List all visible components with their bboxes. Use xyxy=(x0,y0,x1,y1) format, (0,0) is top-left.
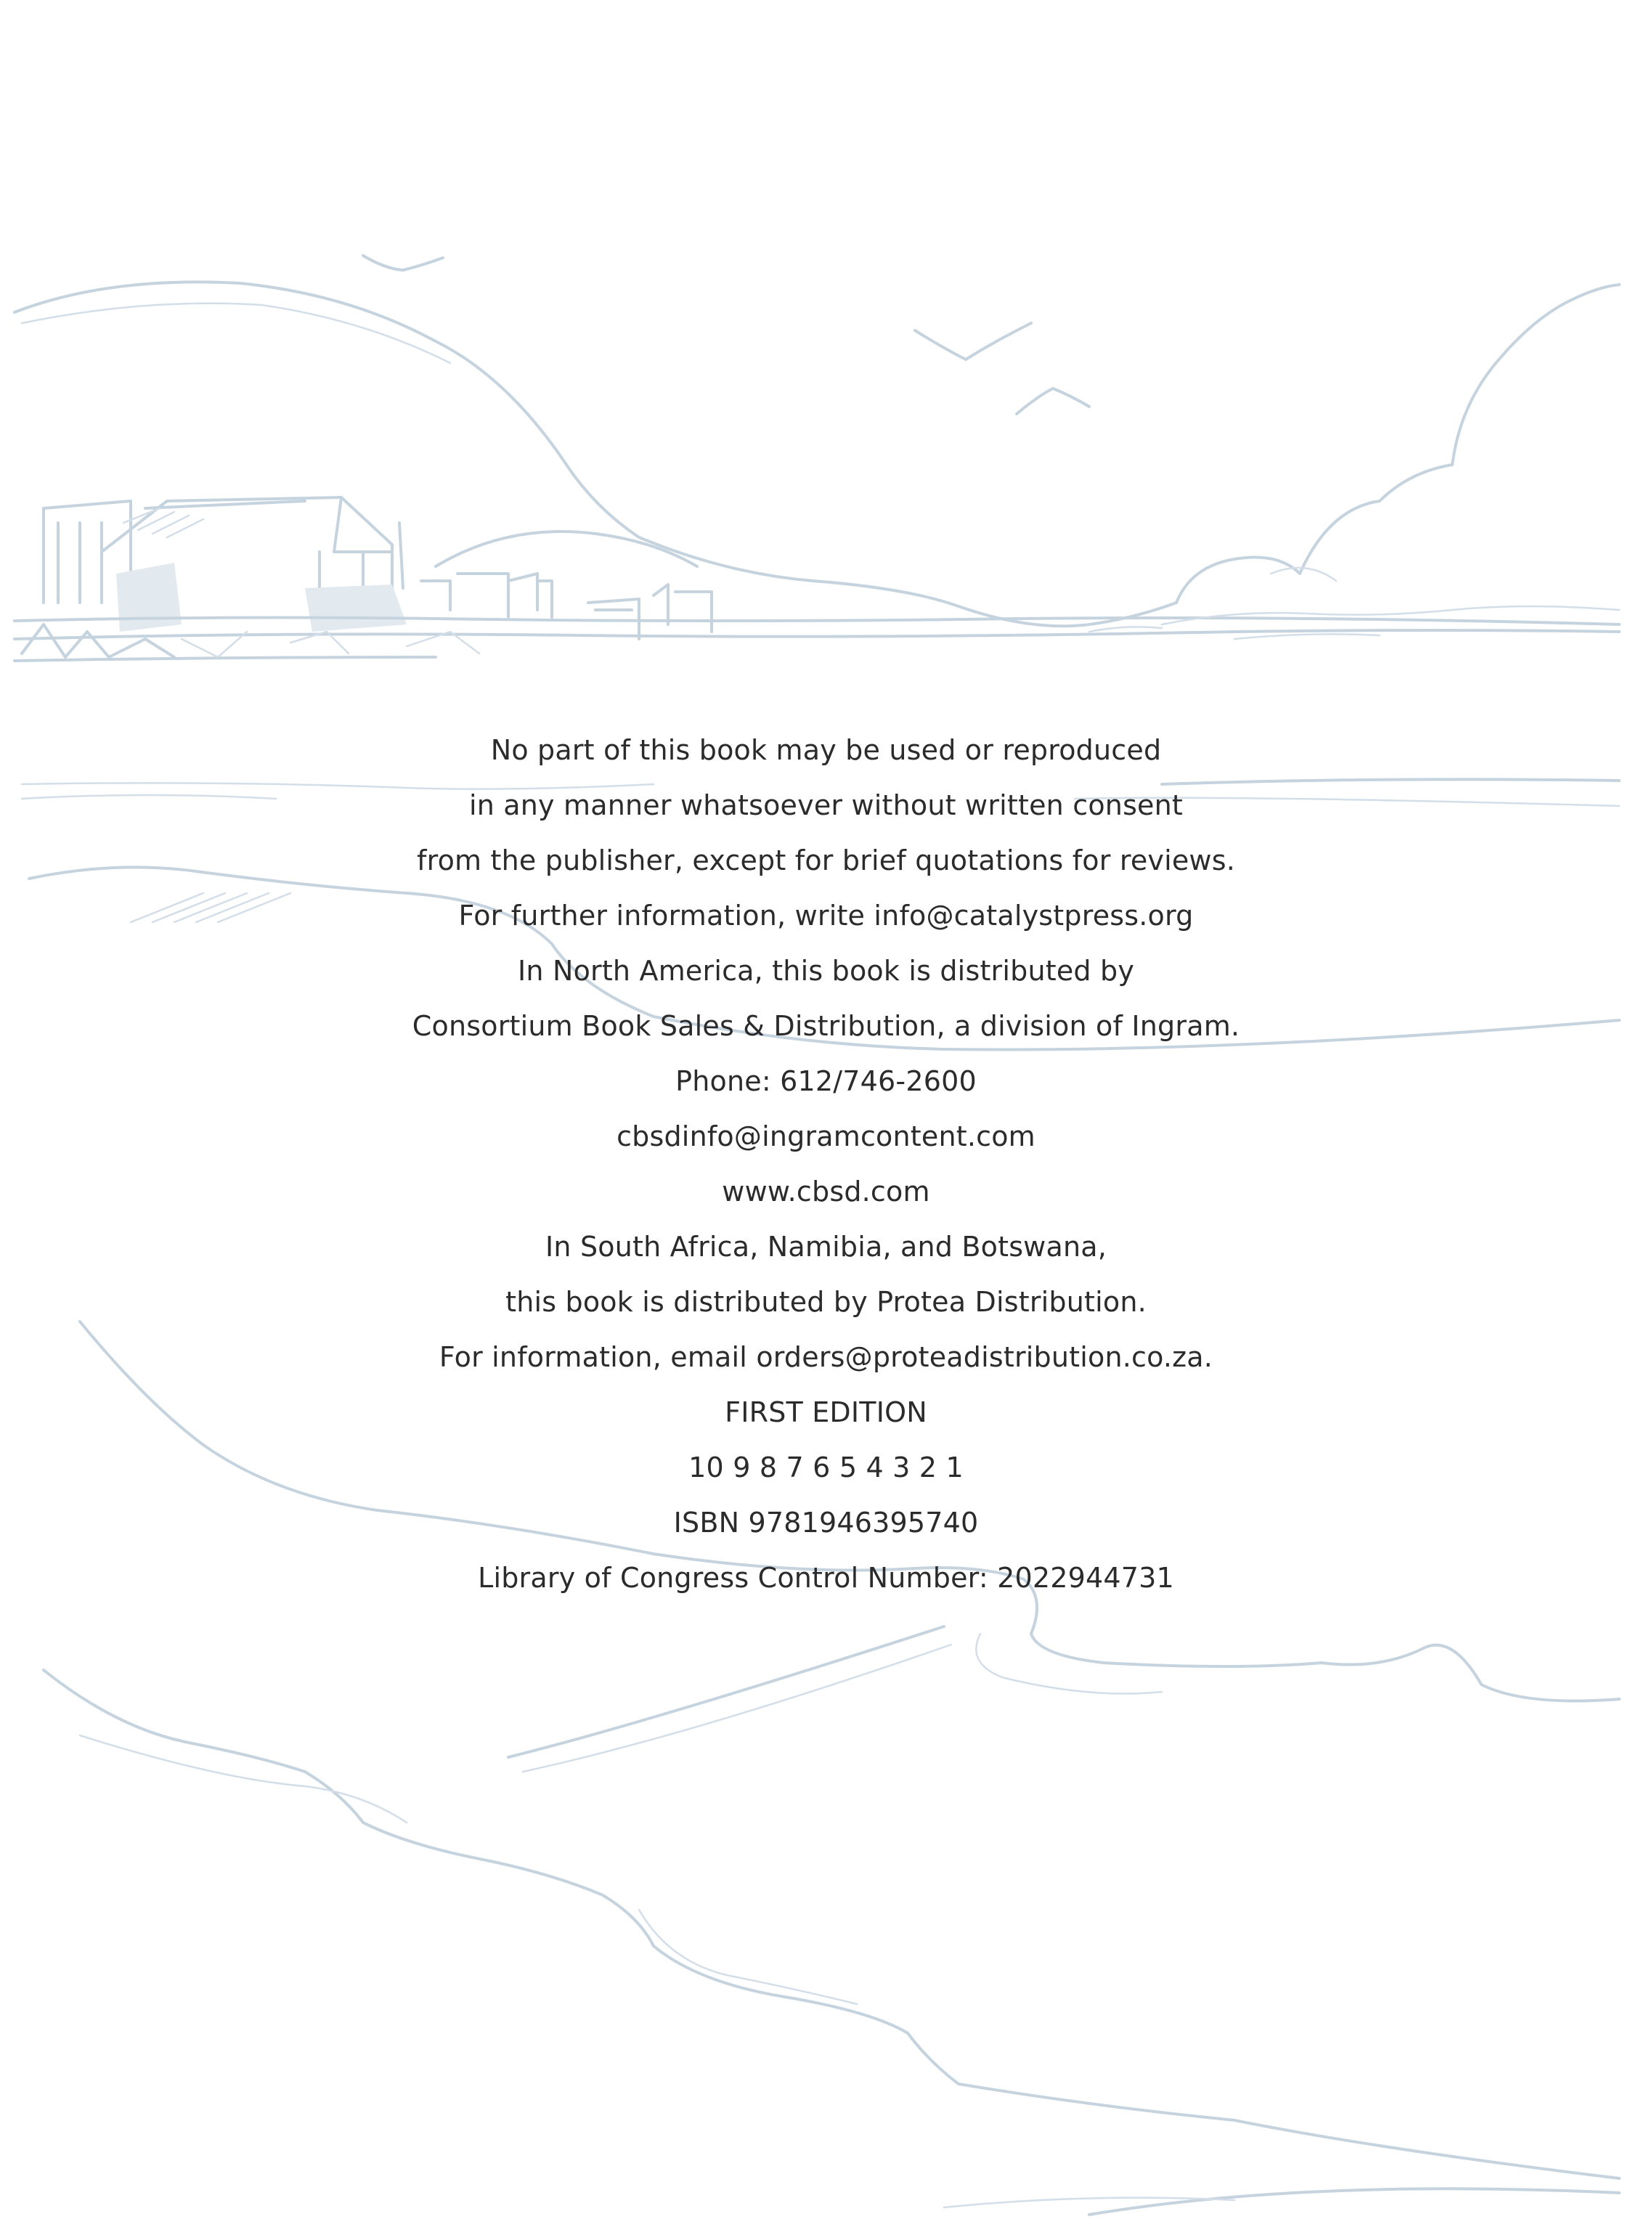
isbn-line: ISBN 9781946395740 xyxy=(673,1507,979,1539)
printing-line: 10 9 8 7 6 5 4 3 2 1 xyxy=(688,1451,964,1483)
north-america-distribution-line: In North America, this book is distributed by xyxy=(517,955,1135,987)
protea-distributor-line: this book is distributed by Protea Distribution. xyxy=(505,1286,1147,1318)
rights-line-3: from the publisher, except for brief quotations for reviews. xyxy=(417,844,1235,876)
edition-line: FIRST EDITION xyxy=(725,1396,927,1428)
lccn-line: Library of Congress Control Number: 2022944731 xyxy=(478,1562,1174,1594)
consortium-distributor-line: Consortium Book Sales & Distribution, a division of Ingram. xyxy=(412,1010,1240,1042)
publisher-contact-line: For further information, write info@catalystpress.org xyxy=(458,900,1194,932)
southern-africa-distribution-line: In South Africa, Namibia, and Botswana, xyxy=(545,1231,1107,1263)
distributor-website: www.cbsd.com xyxy=(722,1176,930,1208)
distributor-email: cbsdinfo@ingramcontent.com xyxy=(617,1120,1035,1152)
copyright-notice xyxy=(0,722,1652,1605)
protea-contact-line: For information, email orders@proteadistribution.co.za. xyxy=(439,1341,1213,1373)
shoreline-sketch xyxy=(15,606,1619,661)
hills-sketch xyxy=(15,282,1619,626)
rights-line-1: No part of this book may be used or reproduced xyxy=(490,734,1162,766)
birds-sketch xyxy=(363,256,1089,414)
rights-line-2: in any manner whatsoever without written consent xyxy=(468,789,1184,821)
distributor-phone: Phone: 612/746-2600 xyxy=(675,1065,977,1097)
